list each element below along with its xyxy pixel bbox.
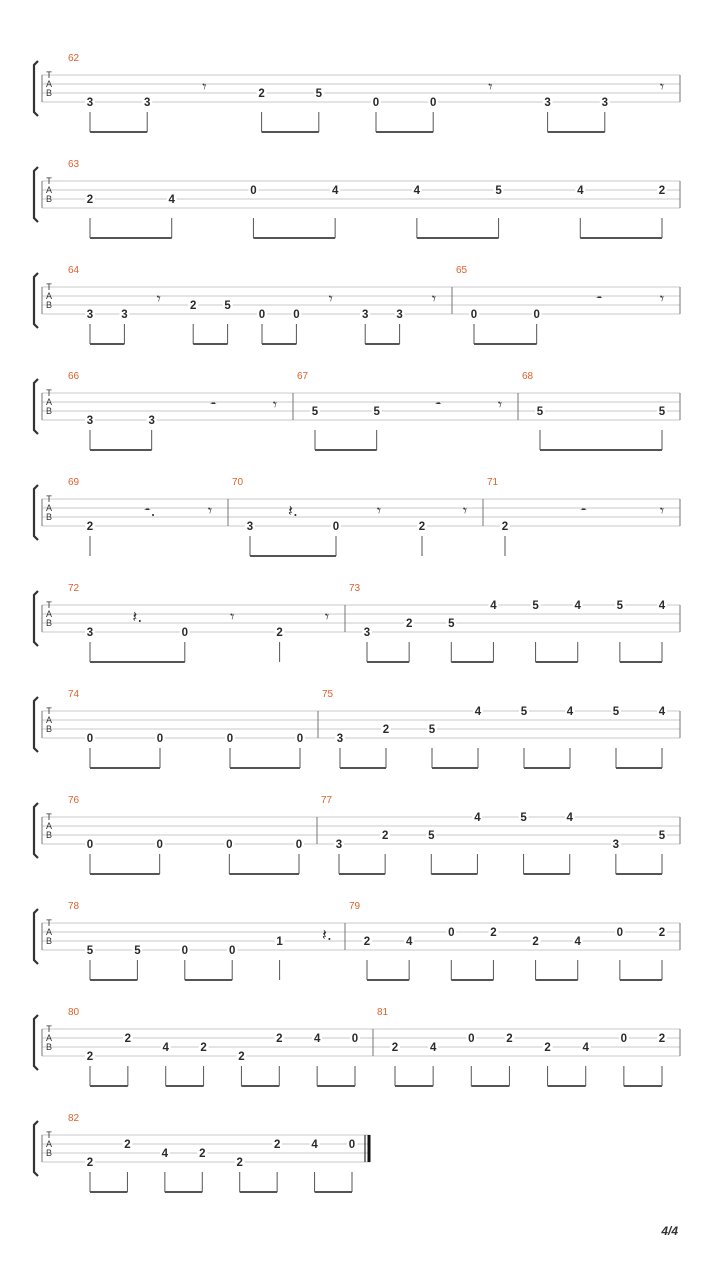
rest-symbol: 𝄽. [322,925,332,944]
fret-number: 5 [536,406,544,418]
rest-symbol: 𝄾 [659,77,665,96]
tab-clef-letter: B [45,1042,53,1052]
fret-number: 0 [470,309,478,321]
fret-number: 0 [228,945,236,957]
fret-number: 2 [382,724,390,736]
tab-clef-letter: A [45,397,53,407]
fret-number: 2 [276,627,283,639]
tab-clef-letter: B [45,1148,53,1158]
tab-clef-letter: A [45,79,53,89]
fret-number: 2 [658,1033,666,1045]
fret-number: 3 [335,839,343,851]
tab-clef-letter: B [45,88,53,98]
fret-number: 2 [86,521,94,533]
rest-symbol: 𝄼 [596,289,603,308]
tab-clef-letter: T [46,282,52,292]
fret-number: 4 [429,1042,437,1054]
rest-symbol: 𝄾 [272,395,278,414]
tab-clef-letter: A [45,927,53,937]
fret-number: 0 [616,927,624,939]
measure-number: 79 [349,901,361,912]
system-bracket [34,909,38,964]
fret-number: 5 [428,830,435,842]
system-bracket [34,1015,38,1070]
fret-number: 5 [311,406,319,418]
fret-number: 5 [373,406,380,418]
measure-number: 71 [487,477,499,488]
measure-number: 73 [349,583,361,594]
fret-number: 3 [363,627,371,639]
fret-number: 3 [148,415,155,427]
fret-number: 4 [413,185,421,197]
fret-number: 3 [612,839,620,851]
fret-number: 2 [86,1157,94,1169]
tab-clef-letter: A [45,1033,53,1043]
fret-number: 0 [620,1033,628,1045]
fret-number: 0 [372,97,380,109]
fret-number: 4 [474,812,481,824]
fret-number: 5 [315,88,323,100]
measure-number: 78 [68,901,80,912]
rest-symbol: 𝄾 [462,501,468,520]
fret-number: 2 [658,927,666,939]
fret-number: 4 [566,812,573,824]
fret-number: 4 [658,600,666,612]
system-bracket [34,273,38,328]
measure-number: 65 [456,265,468,276]
fret-number: 5 [86,945,94,957]
fret-number: 5 [520,706,528,718]
fret-number: 3 [86,415,94,427]
fret-number: 0 [429,97,437,109]
measure-number: 62 [68,53,80,64]
fret-number: 0 [448,927,455,939]
system-bracket [34,1121,38,1176]
measure-number: 74 [68,689,80,700]
fret-number: 2 [258,88,265,100]
tab-clef-letter: B [45,406,53,416]
fret-number: 5 [658,830,666,842]
rest-symbol: 𝄼 [435,395,442,414]
fret-number: 4 [566,706,574,718]
fret-number: 3 [601,97,609,109]
fret-number: 0 [351,1033,359,1045]
fret-number: 0 [250,185,257,197]
tab-clef-letter: A [45,821,53,831]
fret-number: 0 [468,1033,475,1045]
measure-number: 69 [68,477,80,488]
rest-symbol: 𝄾 [488,77,493,96]
system-bracket [34,61,38,116]
system-bracket [34,591,38,646]
fret-number: 0 [296,733,304,745]
fret-number: 4 [161,1148,169,1160]
fret-number: 4 [162,1042,169,1054]
tab-clef-letter: T [46,706,52,716]
fret-number: 2 [86,1051,94,1063]
fret-number: 0 [533,309,540,321]
measure-number: 77 [321,795,333,806]
tab-clef-letter: A [45,715,53,725]
fret-number: 3 [143,97,151,109]
tab-clef-letter: T [46,176,52,186]
rest-symbol: 𝄾 [202,77,207,96]
tab-clef-letter: B [45,194,53,204]
measure-number: 66 [68,371,80,382]
fret-number: 5 [658,406,666,418]
tab-clef-letter: T [46,918,52,928]
system-bracket [34,485,38,540]
measure-number: 82 [68,1113,80,1124]
rest-symbol: 𝄾 [156,289,161,308]
fret-number: 2 [391,1042,399,1054]
fret-number: 3 [544,97,551,109]
fret-number: 4 [331,185,339,197]
tab-clef-letter: T [46,494,52,504]
fret-number: 5 [134,945,141,957]
tab-clef-letter: T [46,812,52,822]
fret-number: 0 [332,521,340,533]
tab-clef-letter: B [45,936,53,946]
tab-clef-letter: A [45,1139,53,1149]
rest-symbol: 𝄾 [207,501,213,520]
rest-symbol: 𝄾 [376,501,382,520]
fret-number: 5 [616,600,624,612]
fret-number: 4 [405,936,413,948]
rest-symbol: 𝄾 [497,395,503,414]
measure-number: 81 [377,1007,389,1018]
fret-number: 4 [577,185,584,197]
fret-number: 4 [490,600,497,612]
tab-clef-letter: A [45,503,53,513]
fret-number: 1 [276,936,283,948]
rest-symbol: 𝄼 [580,501,587,520]
fret-number: 0 [258,309,266,321]
fret-number: 5 [448,618,455,630]
rest-symbol: 𝄼. [144,501,156,520]
system-bracket [34,167,38,222]
measure-number: 67 [297,371,309,382]
fret-number: 2 [238,1051,245,1063]
tab-clef-letter: T [46,388,52,398]
fret-number: 2 [273,1139,281,1151]
tab-clef-letter: A [45,609,53,619]
fret-number: 3 [86,627,94,639]
fret-number: 4 [658,706,666,718]
measure-number: 70 [232,477,244,488]
tab-clef-letter: A [45,291,53,301]
fret-number: 5 [224,300,231,312]
page-number: 4/4 [661,1224,678,1238]
fret-number: 5 [495,185,502,197]
rest-symbol: 𝄾 [324,607,330,626]
rest-symbol: 𝄾 [659,501,665,520]
fret-number: 4 [168,194,175,206]
fret-number: 4 [574,936,581,948]
rest-symbol: 𝄽. [288,501,298,520]
fret-number: 5 [612,706,620,718]
fret-number: 2 [405,618,413,630]
fret-number: 2 [381,830,389,842]
fret-number: 2 [200,1042,207,1054]
tab-clef-letter: B [45,300,53,310]
fret-number: 0 [226,733,234,745]
measure-number: 76 [68,795,80,806]
fret-number: 3 [121,309,128,321]
fret-number: 0 [181,945,189,957]
fret-number: 0 [226,839,233,851]
fret-number: 2 [658,185,666,197]
fret-number: 3 [246,521,254,533]
fret-number: 2 [236,1157,243,1169]
fret-number: 4 [313,1033,321,1045]
tab-clef-letter: T [46,70,52,80]
fret-number: 2 [506,1033,513,1045]
fret-number: 3 [361,309,369,321]
fret-number: 2 [276,1033,283,1045]
tab-clef-letter: B [45,724,53,734]
fret-number: 0 [156,733,164,745]
fret-number: 4 [582,1042,589,1054]
fret-number: 0 [348,1139,356,1151]
measure-number: 64 [68,265,80,276]
fret-number: 0 [293,309,300,321]
fret-number: 4 [311,1139,318,1151]
tab-clef-letter: B [45,618,53,628]
system-bracket [34,697,38,752]
fret-number: 2 [86,194,94,206]
tab-clef-letter: T [46,1130,52,1140]
tab-clef-letter: B [45,512,53,522]
fret-number: 3 [396,309,403,321]
measure-number: 68 [522,371,534,382]
fret-number: 3 [86,97,94,109]
fret-number: 2 [199,1148,206,1160]
fret-number: 0 [86,733,94,745]
fret-number: 0 [295,839,303,851]
fret-number: 0 [181,627,189,639]
fret-number: 2 [501,521,509,533]
fret-number: 5 [532,600,539,612]
fret-number: 2 [189,300,197,312]
tab-clef-letter: B [45,830,53,840]
rest-symbol: 𝄾 [328,289,333,308]
fret-number: 2 [490,927,497,939]
fret-number: 2 [363,936,371,948]
fret-number: 5 [520,812,527,824]
fret-number: 2 [418,521,426,533]
fret-number: 2 [544,1042,551,1054]
fret-number: 2 [532,936,539,948]
fret-number: 4 [474,706,482,718]
fret-number: 3 [86,309,94,321]
fret-number: 2 [124,1139,131,1151]
measure-number: 80 [68,1007,80,1018]
fret-number: 5 [428,724,436,736]
tab-clef-letter: T [46,1024,52,1034]
tab-clef-letter: T [46,600,52,610]
fret-number: 0 [156,839,163,851]
rest-symbol: 𝄾 [659,289,665,308]
measure-number: 72 [68,583,80,594]
fret-number: 0 [86,839,94,851]
measure-number: 75 [322,689,334,700]
fret-number: 3 [336,733,344,745]
rest-symbol: 𝄾 [230,607,235,626]
rest-symbol: 𝄾 [431,289,437,308]
rest-symbol: 𝄽. [132,607,143,626]
system-bracket [34,379,38,434]
fret-number: 2 [124,1033,132,1045]
tab-clef-letter: A [45,185,53,195]
system-bracket [34,803,38,858]
fret-number: 4 [574,600,581,612]
measure-number: 63 [68,159,80,170]
rest-symbol: 𝄼 [210,395,217,414]
